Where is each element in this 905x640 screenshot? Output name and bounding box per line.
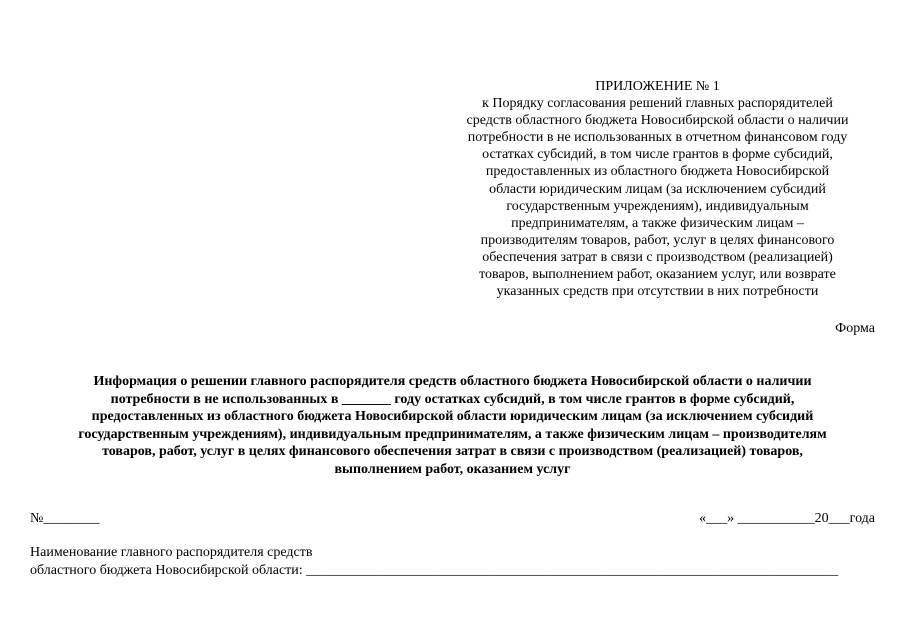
appendix-header [440, 78, 875, 300]
organization-field: областного бюджета Новосибирской области: ____________________________________________________________________________ [30, 563, 839, 578]
document-date-field: «___» ___________20___года [699, 511, 875, 526]
document-title-line: потребности в не использованных в _______ году остатках субсидий, в том числе грантов в форме субсидий, [110, 391, 795, 407]
appendix-line: остатках субсидий, в том числе грантов в форме субсидий, [482, 147, 833, 163]
organization-label: Наименование главного распорядителя средств [30, 545, 313, 560]
document-title-line: Информация о решении главного распорядителя средств областного бюджета Новосибирской области о наличии [93, 374, 812, 389]
document-title [28, 373, 877, 479]
appendix-title: ПРИЛОЖЕНИЕ № 1 [595, 79, 720, 94]
form-label: Форма [835, 321, 875, 336]
appendix-line: предпринимателям, а также физическим лицам – [511, 215, 804, 231]
appendix-line: товаров, выполнением работ, оказанием услуг, или возврате [479, 267, 836, 283]
document-title-line: выполнением работ, оказанием услуг [334, 461, 571, 477]
appendix-line: производителям товаров, работ, услуг в целях финансового [480, 232, 835, 248]
document-number-field: №________ [30, 511, 100, 526]
appendix-line: обеспечения затрат в связи с производством (реализацией) [482, 249, 833, 265]
appendix-line: средств областного бюджета Новосибирской области о наличии [466, 113, 849, 129]
appendix-line: потребности в не использованных в отчетном финансовом году [467, 130, 848, 146]
document-title-line: предоставленных из областного бюджета Новосибирской области юридическим лицам (за исключением субсидий [91, 409, 814, 425]
document-title-line: товаров, работ, услуг в целях финансового обеспечения затрат в связи с производством (реализацией) товаров, [102, 444, 803, 460]
appendix-line: области юридическим лицам (за исключением субсидий [489, 181, 826, 197]
appendix-line: к Порядку согласования решений главных распорядителей [482, 96, 833, 112]
appendix-line: государственным учреждениям), индивидуальным [506, 198, 809, 214]
document-title-line: государственным учреждениям), индивидуальным предпринимателям, а также физическим лицам – производителям [78, 426, 827, 442]
appendix-line: указанных средств при отсутствии в них потребности [496, 284, 819, 300]
organization-block [30, 544, 838, 580]
appendix-line: предоставленных из областного бюджета Новосибирской [485, 164, 830, 180]
